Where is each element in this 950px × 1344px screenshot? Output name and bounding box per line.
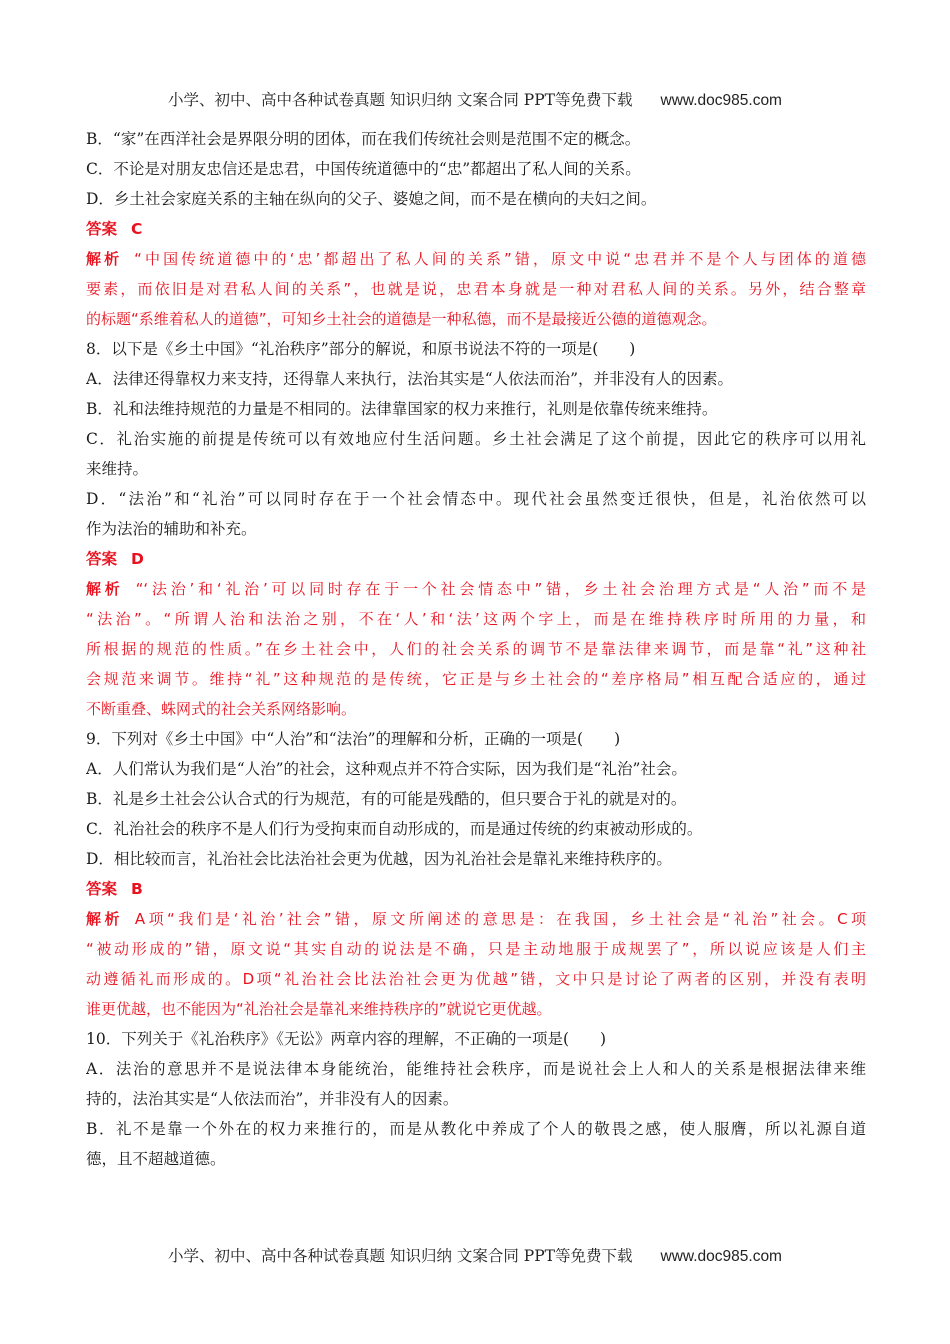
q9-answer-value: B (131, 880, 143, 898)
q9-option-c: C．礼治社会的秩序不是人们行为受拘束而自动形成的，而是通过传统的约束被动形成的。 (86, 820, 703, 838)
q8-explanation-text: “‘法治’和‘礼治’可以同时存在于一个社会情态中”错，乡土社会治理方式是“人治”而不是 (135, 580, 866, 598)
footer-text: 小学、初中、高中各种试卷真题 知识归纳 文案合同 PPT等免费下载 (168, 1247, 633, 1265)
q7-explanation-line: 的标题“系维着私人的道德”，可知乡土社会的道德是一种私德，而不是最接近公德的道德观念。 (86, 310, 717, 328)
q10-option-a-cont: 持的，法治其实是“人依法而治”，并非没有人的因素。 (86, 1090, 459, 1108)
q8-answer-label: 答案 (86, 550, 118, 568)
q8-option-b: B．礼和法维持规范的力量是不相同的。法律靠国家的权力来推行，礼则是依靠传统来维持。 (86, 400, 718, 418)
q8-explanation-line: “法治”。“所谓人治和法治之别，不在‘人’和‘法’这两个字上，而是在维持秩序时所用的力量，和 (86, 610, 866, 628)
header-text: 小学、初中、高中各种试卷真题 知识归纳 文案合同 PPT等免费下载 (168, 91, 633, 109)
q9-answer-label: 答案 (86, 880, 118, 898)
q7-explanation-line (86, 244, 866, 274)
q9-explanation-line: 谁更优越，也不能因为“礼治社会是靠礼来维持秩序的”就说它更优越。 (86, 1000, 552, 1018)
q8-option-d-cont: 作为法治的辅助和补充。 (86, 520, 257, 538)
q8-explanation-label: 解析 (86, 580, 124, 598)
q7-answer-label: 答案 (86, 220, 118, 238)
q8-option-c-cont: 来维持。 (86, 460, 149, 478)
q10-option-b: B．礼不是靠一个外在的权力来推行的，而是从教化中养成了个人的敬畏之感，使人服膺，所以礼源自道 (86, 1120, 866, 1138)
q7-explanation-label: 解析 (86, 250, 123, 268)
q10-stem: 10．下列关于《礼治秩序》《无讼》两章内容的理解，不正确的一项是( ) (86, 1030, 607, 1048)
q7-option-c: C．不论是对朋友忠信还是忠君，中国传统道德中的“忠”都超出了私人间的关系。 (86, 160, 641, 178)
page-content (86, 124, 866, 1174)
q8-answer (86, 544, 866, 574)
q7-explanation-line: 要素，而依旧是对君私人间的关系”，也就是说，忠君本身就是一种对君私人间的关系。另外，结合整章 (86, 280, 866, 298)
q8-explanation-line: 会规范来调节。维持“礼”这种规范的是传统，它正是与乡土社会的“差序格局”相互配合适应的，通过 (86, 670, 866, 688)
q9-stem: 9．下列对《乡土中国》中“人治”和“法治”的理解和分析，正确的一项是( ) (86, 730, 621, 748)
q9-explanation-text: A项“我们是‘礼治’社会”错，原文所阐述的意思是：在我国，乡土社会是“礼治”社会。C项 (134, 910, 866, 928)
q9-explanation-line (86, 904, 866, 934)
footer-site-link[interactable]: www.doc985.com (660, 1248, 782, 1265)
page-footer (0, 1244, 950, 1266)
q9-explanation-label: 解析 (86, 910, 123, 928)
page-header (0, 88, 950, 110)
q7-explanation-text: “中国传统道德中的‘忠’都超出了私人间的关系”错，原文中说“忠君并不是个人与团体的道德 (134, 250, 866, 268)
q7-answer-value: C (131, 220, 143, 238)
q7-option-d: D．乡土社会家庭关系的主轴在纵向的父子、婆媳之间，而不是在横向的夫妇之间。 (86, 190, 657, 208)
q8-explanation-line: 不断重叠、蛛网式的社会关系网络影响。 (86, 700, 357, 718)
q8-explanation-line: 所根据的规范的性质。”在乡土社会中，人们的社会关系的调节不是靠法律来调节，而是靠“礼”这种社 (86, 640, 866, 658)
q10-option-b-cont: 德，且不超越道德。 (86, 1150, 226, 1168)
q8-answer-value: D (131, 550, 144, 568)
q7-option-b: B．“家”在西洋社会是界限分明的团体，而在我们传统社会则是范围不定的概念。 (86, 130, 641, 148)
q7-answer (86, 214, 866, 244)
header-site-link[interactable]: www.doc985.com (660, 92, 782, 109)
q8-option-a: A．法律还得靠权力来支持，还得靠人来执行，法治其实是“人依法而治”，并非没有人的因素。 (86, 370, 734, 388)
q8-option-c: C．礼治实施的前提是传统可以有效地应付生活问题。乡土社会满足了这个前提，因此它的秩序可以用礼 (86, 430, 866, 448)
q9-option-d: D．相比较而言，礼治社会比法治社会更为优越，因为礼治社会是靠礼来维持秩序的。 (86, 850, 672, 868)
q9-explanation-line: “被动形成的”错，原文说“其实自动的说法是不确，只是主动地服于成规罢了”，所以说应该是人们主 (86, 940, 866, 958)
q9-answer (86, 874, 866, 904)
q9-option-a: A．人们常认为我们是“人治”的社会，这种观点并不符合实际，因为我们是“礼治”社会。 (86, 760, 687, 778)
q8-explanation-line (86, 574, 866, 604)
q8-option-d: D．“法治”和“礼治”可以同时存在于一个社会情态中。现代社会虽然变迁很快，但是，礼治依然可以 (86, 490, 866, 508)
q9-option-b: B．礼是乡土社会公认合式的行为规范，有的可能是残酷的，但只要合于礼的就是对的。 (86, 790, 687, 808)
q9-explanation-line: 动遵循礼而形成的。D项“礼治社会比法治社会更为优越”错，文中只是讨论了两者的区别，并没有表明 (86, 970, 866, 988)
q8-stem: 8．以下是《乡土中国》“礼治秩序”部分的解说，和原书说法不符的一项是( ) (86, 340, 636, 358)
q10-option-a: A．法治的意思并不是说法律本身能统治，能维持社会秩序，而是说社会上人和人的关系是根据法律来维 (86, 1060, 866, 1078)
